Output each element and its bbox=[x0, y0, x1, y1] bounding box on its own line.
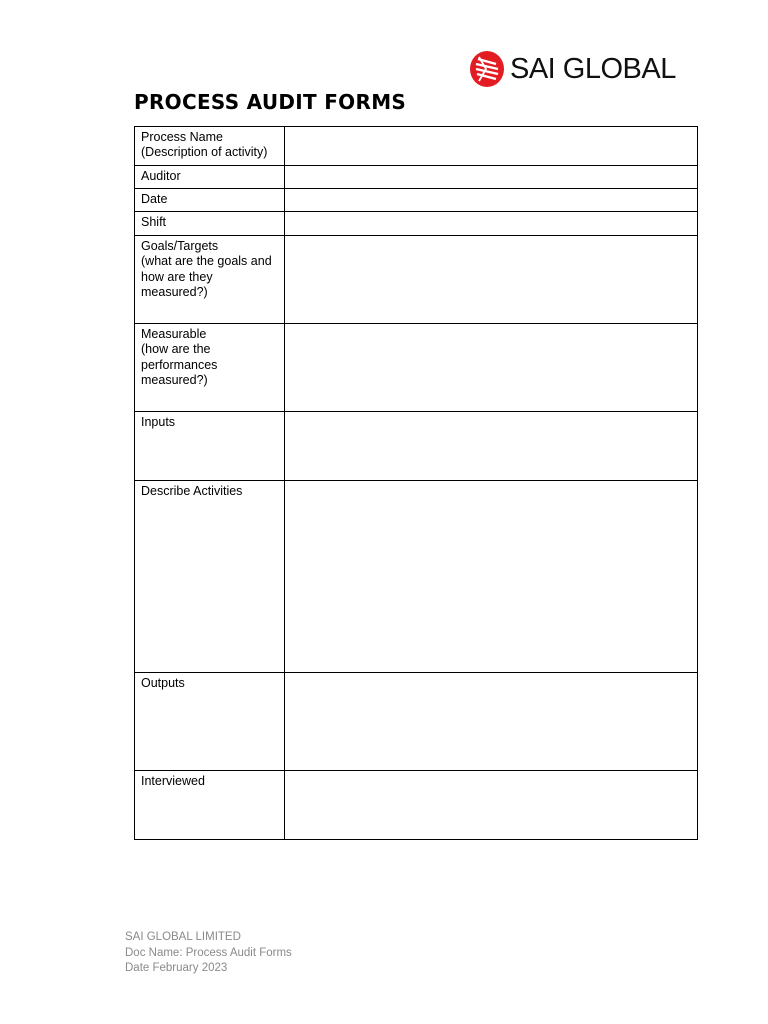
audit-form-table bbox=[134, 126, 698, 840]
row-label-process-name: Process Name (Description of activity) bbox=[135, 127, 285, 166]
page-title: PROCESS AUDIT FORMS bbox=[134, 90, 407, 114]
row-label-describe-activities: Describe Activities bbox=[135, 481, 285, 673]
table-row bbox=[135, 673, 698, 771]
field-outputs[interactable] bbox=[285, 673, 698, 771]
field-measurable[interactable] bbox=[285, 324, 698, 412]
field-process-name[interactable] bbox=[285, 127, 698, 166]
table-row bbox=[135, 412, 698, 481]
table-row bbox=[135, 166, 698, 189]
table-row bbox=[135, 212, 698, 236]
row-label-goals-targets: Goals/Targets (what are the goals and how are they measured?) bbox=[135, 236, 285, 324]
field-shift[interactable] bbox=[285, 212, 698, 236]
row-label-date: Date bbox=[135, 189, 285, 212]
document-footer bbox=[125, 930, 292, 977]
logo-text: SAI GLOBAL bbox=[510, 52, 676, 85]
row-label-inputs: Inputs bbox=[135, 412, 285, 481]
row-label-interviewed: Interviewed bbox=[135, 771, 285, 840]
table-row bbox=[135, 236, 698, 324]
field-describe-activities[interactable] bbox=[285, 481, 698, 673]
footer-date: Date February 2023 bbox=[125, 962, 228, 974]
row-label-auditor: Auditor bbox=[135, 166, 285, 189]
sai-global-emblem-icon bbox=[469, 50, 505, 88]
table-row bbox=[135, 481, 698, 673]
table-row bbox=[135, 189, 698, 212]
footer-doc-name: Doc Name: Process Audit Forms bbox=[125, 946, 292, 959]
sai-global-logo bbox=[469, 50, 695, 88]
row-label-outputs: Outputs bbox=[135, 673, 285, 771]
field-interviewed[interactable] bbox=[285, 771, 698, 840]
row-label-shift: Shift bbox=[135, 212, 285, 236]
field-inputs[interactable] bbox=[285, 412, 698, 481]
row-label-measurable: Measurable (how are the performances measured?) bbox=[135, 324, 285, 412]
field-goals-targets[interactable] bbox=[285, 236, 698, 324]
field-auditor[interactable] bbox=[285, 166, 698, 189]
table-row bbox=[135, 324, 698, 412]
field-date[interactable] bbox=[285, 189, 698, 212]
footer-company: SAI GLOBAL LIMITED bbox=[125, 931, 241, 943]
table-row bbox=[135, 127, 698, 166]
table-row bbox=[135, 771, 698, 840]
